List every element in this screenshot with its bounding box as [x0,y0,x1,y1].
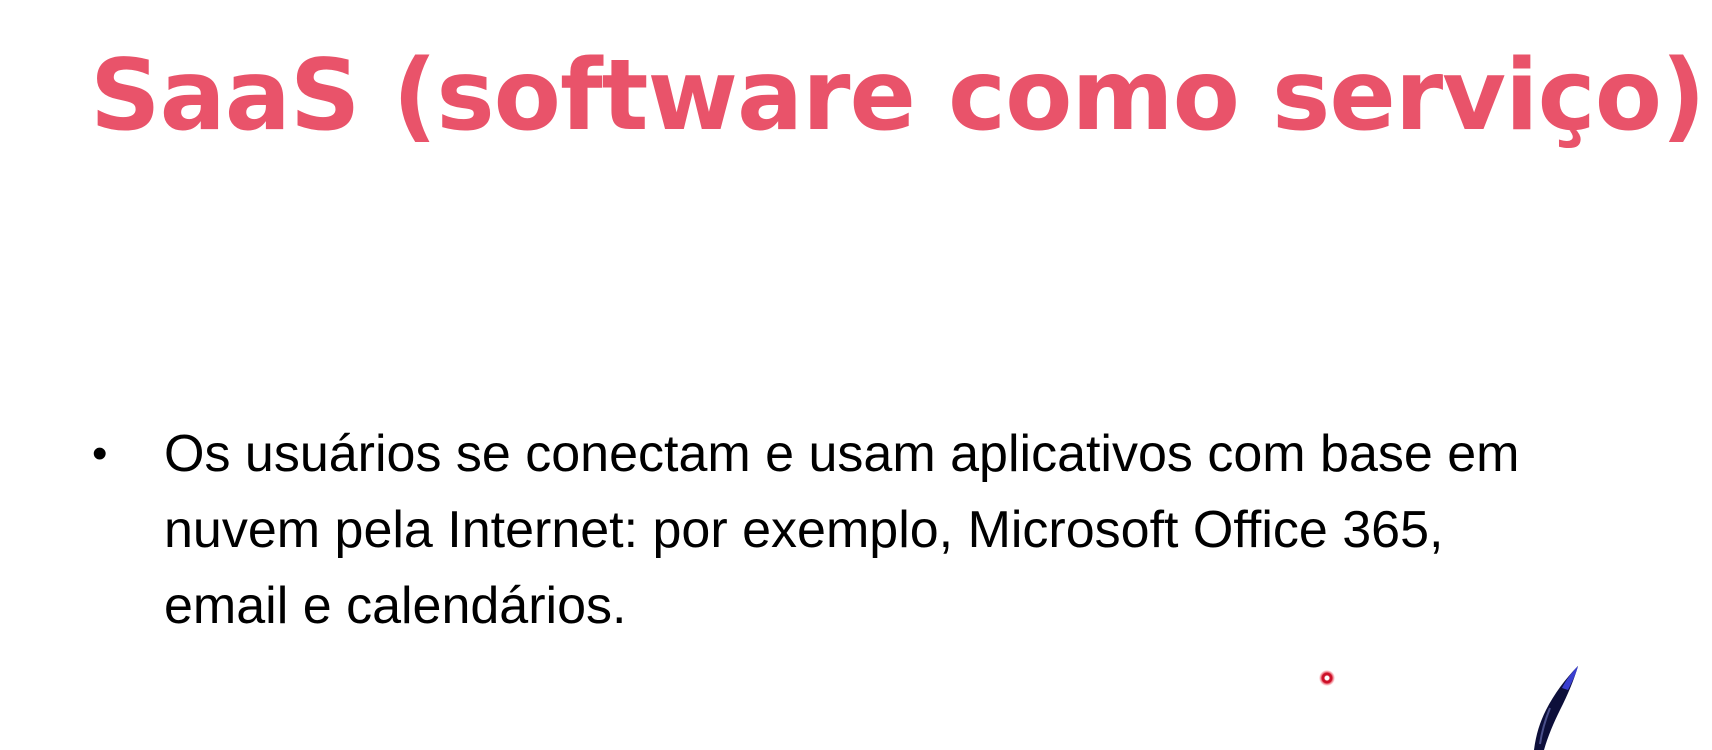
laser-pointer-icon [1319,670,1335,686]
bullet-line: nuvem pela Internet: por exemplo, Microsoft Office 365, [164,501,1444,559]
bullet-line: Os usuários se conectam e usam aplicativos com base em [164,425,1520,483]
pen-icon [1520,664,1580,750]
bullet-icon: • [92,429,108,478]
slide-title: SaaS (software como serviço) [90,39,1705,153]
bullet-item [92,416,1692,644]
bullet-list [92,416,1692,644]
bullet-line: email e calendários. [164,577,627,635]
